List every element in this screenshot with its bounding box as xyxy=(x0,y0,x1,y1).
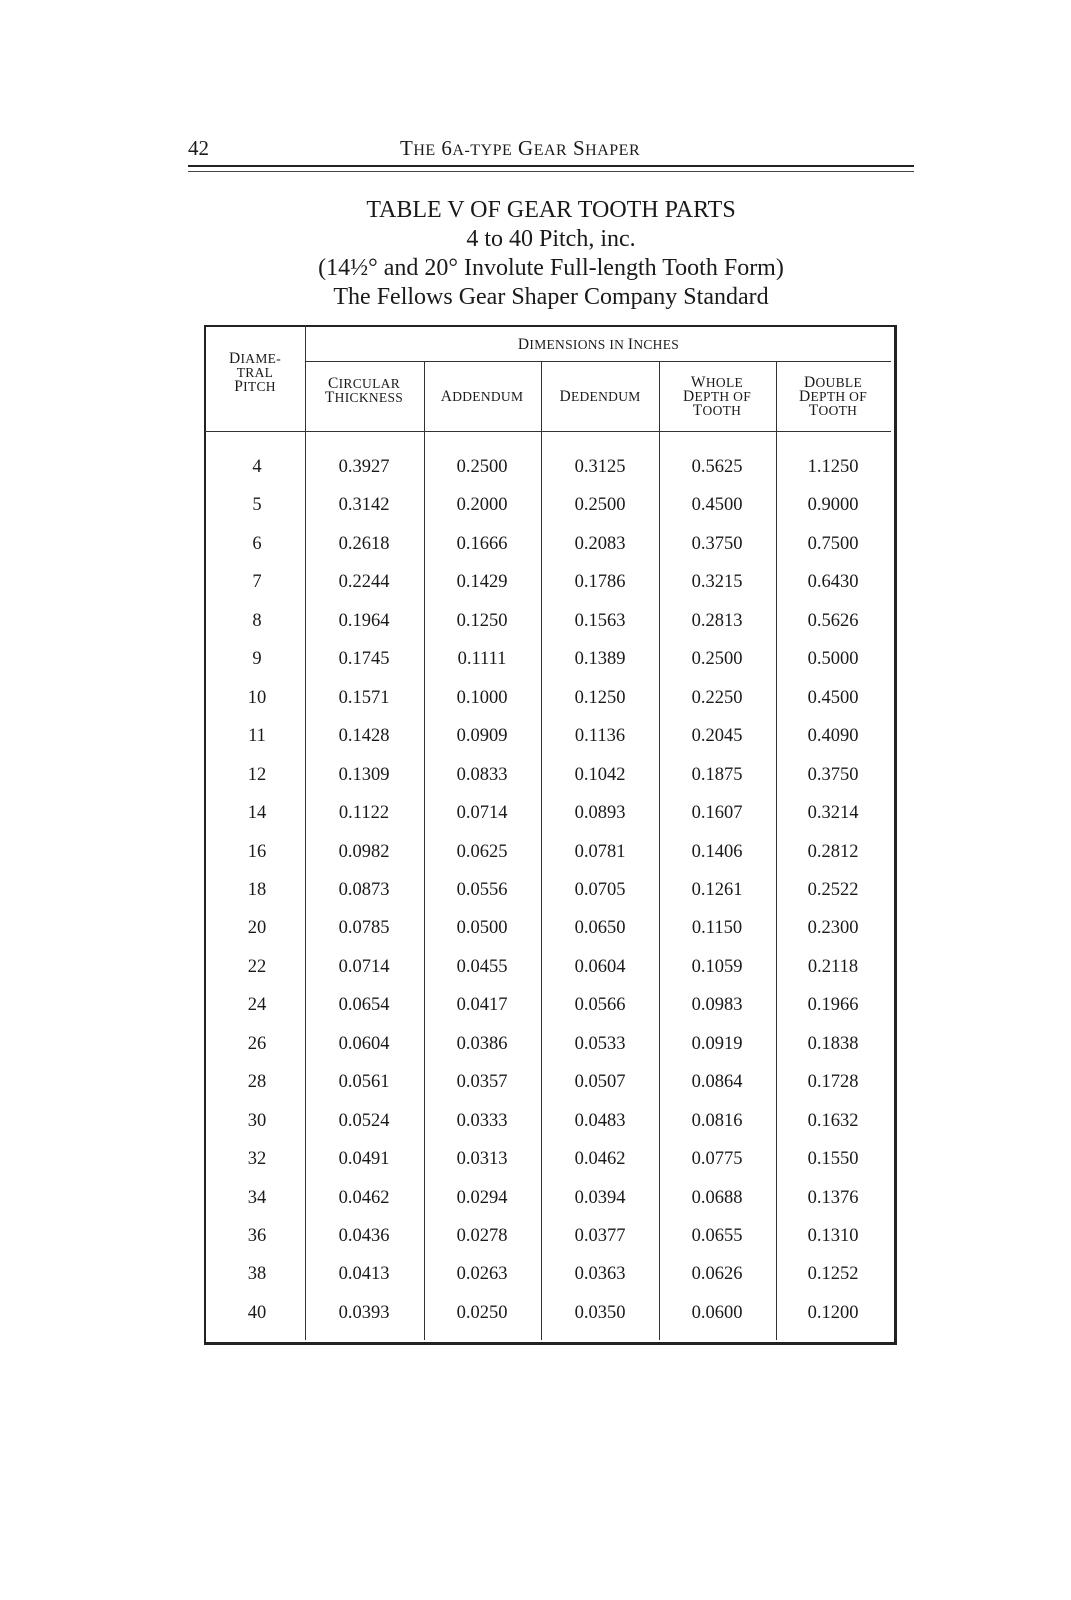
dimension-cell: 0.0250 xyxy=(456,1302,508,1323)
dimension-cell: 0.1964 xyxy=(338,610,390,631)
dimension-cell: 0.1428 xyxy=(338,726,390,747)
table-title: TABLE V OF GEAR TOOTH PARTS xyxy=(366,197,736,223)
table-titles xyxy=(188,196,914,312)
dimension-cell: 0.6430 xyxy=(807,572,859,593)
dimension-cell: 0.0436 xyxy=(338,1226,390,1246)
dimension-cell: 0.1607 xyxy=(691,803,743,824)
dimension-cell: 0.0983 xyxy=(691,995,743,1016)
tooth-form: (14½° and 20° Involute Full-length Tooth Form) xyxy=(318,255,784,281)
pitch-cell: 36 xyxy=(247,1226,267,1246)
column-header: DEDENDUM xyxy=(559,388,641,405)
dimension-cell: 0.1310 xyxy=(807,1226,859,1246)
dimension-cell: 0.0417 xyxy=(456,995,508,1016)
dimension-cell: 0.2500 xyxy=(456,457,508,477)
dimension-cell: 0.1250 xyxy=(574,687,626,708)
dimension-cell: 0.0604 xyxy=(574,956,626,977)
dimension-cell: 0.0893 xyxy=(574,803,626,824)
dimension-cell: 0.5626 xyxy=(807,610,859,631)
dimension-cell: 0.2083 xyxy=(574,533,626,554)
dimension-cell: 0.1376 xyxy=(807,1187,859,1208)
dimension-cell: 0.2813 xyxy=(691,610,743,631)
dimension-cell: 0.1666 xyxy=(456,533,508,554)
header-rule xyxy=(188,165,914,167)
dimension-cell: 0.0566 xyxy=(574,995,626,1016)
diametral-pitch-header: DIAME- TRAL PITCH xyxy=(229,350,281,395)
dimension-cell: 0.0533 xyxy=(574,1033,626,1054)
column-header: CIRCULAR THICKNESS xyxy=(324,375,404,406)
dimension-cell: 0.2000 xyxy=(456,495,508,516)
group-header-rule xyxy=(305,361,891,362)
dimension-cell: 0.4500 xyxy=(807,687,859,708)
dimension-cell: 0.0982 xyxy=(338,841,390,862)
dimension-cell: 0.0556 xyxy=(456,879,508,900)
dimension-cell: 0.0483 xyxy=(574,1110,626,1131)
dimension-cell: 0.1550 xyxy=(807,1149,859,1170)
dimension-cell: 0.0626 xyxy=(691,1264,743,1285)
dimension-cell: 0.0357 xyxy=(456,1072,508,1093)
dimension-cell: 0.0833 xyxy=(456,764,508,785)
header-bottom-rule xyxy=(205,431,891,432)
dimension-cell: 0.0705 xyxy=(574,879,626,900)
dimension-cell: 0.2522 xyxy=(807,879,859,900)
dimension-cell: 0.0413 xyxy=(338,1264,390,1285)
dimension-cell: 0.4090 xyxy=(807,726,859,747)
dimension-cell: 0.0600 xyxy=(691,1302,743,1323)
pitch-cell: 4 xyxy=(252,457,262,477)
dimension-cell: 0.1309 xyxy=(338,764,390,785)
column-rule xyxy=(424,362,425,1340)
dimension-cell: 0.1200 xyxy=(807,1302,859,1323)
dimension-cell: 0.0394 xyxy=(574,1187,626,1208)
dimension-cell: 0.0650 xyxy=(574,918,626,939)
dimension-cell: 0.1728 xyxy=(807,1072,859,1093)
dimension-cell: 0.0350 xyxy=(574,1302,626,1323)
dimension-cell: 0.0864 xyxy=(691,1072,743,1093)
page-number: 42 xyxy=(188,136,209,160)
dimension-cell: 0.0561 xyxy=(338,1072,390,1093)
dimension-cell: 0.3927 xyxy=(338,457,390,477)
dimension-cell: 0.1571 xyxy=(338,687,390,708)
dimension-cell: 0.0462 xyxy=(574,1149,626,1170)
pitch-cell: 22 xyxy=(247,956,267,977)
dimension-cell: 0.1261 xyxy=(691,879,743,900)
dimension-cell: 0.0377 xyxy=(574,1226,626,1246)
dimension-cell: 0.1389 xyxy=(574,649,626,670)
dimension-cell: 0.1786 xyxy=(574,572,626,593)
dimension-cell: 0.1745 xyxy=(338,649,390,670)
dimension-cell: 0.5625 xyxy=(691,457,743,477)
pitch-cell: 26 xyxy=(247,1033,267,1054)
pitch-cell: 18 xyxy=(247,879,267,900)
dimension-cell: 0.1252 xyxy=(807,1264,859,1285)
dimension-cell: 0.0775 xyxy=(691,1149,743,1170)
dimension-cell: 0.1042 xyxy=(574,764,626,785)
pitch-cell: 30 xyxy=(247,1110,267,1131)
pitch-cell: 9 xyxy=(252,649,262,670)
dimension-cell: 0.0655 xyxy=(691,1226,743,1246)
dimension-cell: 0.1563 xyxy=(574,610,626,631)
dimension-cell: 0.3750 xyxy=(691,533,743,554)
dimension-cell: 0.2244 xyxy=(338,572,390,593)
dimension-cell: 0.0785 xyxy=(338,918,390,939)
dimension-cell: 0.0313 xyxy=(456,1149,508,1170)
column-rule xyxy=(541,362,542,1340)
pitch-cell: 28 xyxy=(247,1072,267,1093)
dimension-cell: 0.2300 xyxy=(807,918,859,939)
dimension-cell: 0.0688 xyxy=(691,1187,743,1208)
dimension-cell: 0.1250 xyxy=(456,610,508,631)
dimension-cell: 0.1122 xyxy=(338,803,390,824)
dimension-cell: 1.1250 xyxy=(807,457,859,477)
pitch-cell: 32 xyxy=(247,1149,267,1170)
dimension-cell: 0.1875 xyxy=(691,764,743,785)
pitch-range: 4 to 40 Pitch, inc. xyxy=(466,226,636,252)
dimension-cell: 0.0714 xyxy=(338,956,390,977)
dimension-cell: 0.5000 xyxy=(807,649,859,670)
pitch-cell: 11 xyxy=(248,726,266,747)
pitch-cell: 24 xyxy=(247,995,267,1016)
pitch-cell: 38 xyxy=(247,1264,267,1285)
pitch-cell: 6 xyxy=(252,533,262,554)
dimension-cell: 0.0363 xyxy=(574,1264,626,1285)
dimension-cell: 0.1111 xyxy=(457,649,507,670)
dimension-cell: 0.0500 xyxy=(456,918,508,939)
dimension-cell: 0.1838 xyxy=(807,1033,859,1054)
dimension-cell: 0.1059 xyxy=(691,956,743,977)
standard-note: The Fellows Gear Shaper Company Standard xyxy=(333,284,769,310)
column-header: WHOLE DEPTH OF TOOTH xyxy=(683,374,751,419)
dimension-cell: 0.2250 xyxy=(691,687,743,708)
pitch-cell: 14 xyxy=(247,803,267,824)
dimension-cell: 0.0455 xyxy=(456,956,508,977)
pitch-cell: 10 xyxy=(247,687,267,708)
dimension-cell: 0.1632 xyxy=(807,1110,859,1131)
dimension-cell: 0.0263 xyxy=(456,1264,508,1285)
pitch-cell: 40 xyxy=(247,1302,267,1323)
pitch-cell: 34 xyxy=(247,1187,267,1208)
dimension-cell: 0.9000 xyxy=(807,495,859,516)
running-head: THE 6A-TYPE GEAR SHAPER xyxy=(400,136,641,160)
dimension-cell: 0.0781 xyxy=(574,841,626,862)
pitch-cell: 7 xyxy=(252,572,262,593)
dimensions-header: DIMENSIONS IN INCHES xyxy=(517,336,680,353)
dimension-cell: 0.2812 xyxy=(807,841,859,862)
column-rule xyxy=(659,362,660,1340)
pitch-cell: 12 xyxy=(247,764,267,785)
column-rule xyxy=(776,362,777,1340)
pitch-cell: 16 xyxy=(247,841,267,862)
dimension-cell: 0.0294 xyxy=(456,1187,508,1208)
dimension-cell: 0.2118 xyxy=(807,956,859,977)
dimension-cell: 0.0714 xyxy=(456,803,508,824)
dimension-cell: 0.0873 xyxy=(338,879,390,900)
dimension-cell: 0.3750 xyxy=(807,764,859,785)
dimension-cell: 0.0816 xyxy=(691,1110,743,1131)
dimension-cell: 0.2500 xyxy=(574,495,626,516)
dimension-cell: 0.3214 xyxy=(807,803,859,824)
dimension-cell: 0.7500 xyxy=(807,533,859,554)
dimension-cell: 0.0333 xyxy=(456,1110,508,1131)
dimension-cell: 0.2045 xyxy=(691,726,743,747)
column-header: DOUBLE DEPTH OF TOOTH xyxy=(799,374,867,419)
dimension-cell: 0.1000 xyxy=(456,687,508,708)
pitch-cell: 8 xyxy=(252,610,262,631)
dimension-cell: 0.0604 xyxy=(338,1033,390,1054)
dimension-cell: 0.0462 xyxy=(338,1187,390,1208)
dimension-cell: 0.0919 xyxy=(691,1033,743,1054)
dimension-cell: 0.0393 xyxy=(338,1302,390,1323)
dimension-cell: 0.0909 xyxy=(456,726,508,747)
dimension-cell: 0.1429 xyxy=(456,572,508,593)
dimension-cell: 0.0507 xyxy=(574,1072,626,1093)
dimension-cell: 0.0491 xyxy=(338,1149,390,1170)
dimension-cell: 0.0654 xyxy=(338,995,390,1016)
dimension-cell: 0.0625 xyxy=(456,841,508,862)
dimension-cell: 0.0278 xyxy=(456,1226,508,1246)
dimension-cell: 0.1150 xyxy=(691,918,743,939)
dimension-cell: 0.0386 xyxy=(456,1033,508,1054)
dimension-cell: 0.0524 xyxy=(338,1110,390,1131)
dimension-cell: 0.2500 xyxy=(691,649,743,670)
pitch-cell: 20 xyxy=(247,918,267,939)
dimension-cell: 0.3125 xyxy=(574,457,626,477)
pitch-cell: 5 xyxy=(252,495,262,516)
dimension-cell: 0.2618 xyxy=(338,533,390,554)
dimension-cell: 0.3215 xyxy=(691,572,743,593)
dimension-cell: 0.1966 xyxy=(807,995,859,1016)
dimension-cell: 0.1406 xyxy=(691,841,743,862)
column-header: ADDENDUM xyxy=(440,388,524,405)
dimension-cell: 0.3142 xyxy=(338,495,390,516)
header-rule-thin xyxy=(188,171,914,172)
dimension-cell: 0.1136 xyxy=(574,726,626,747)
dimension-cell: 0.4500 xyxy=(691,495,743,516)
